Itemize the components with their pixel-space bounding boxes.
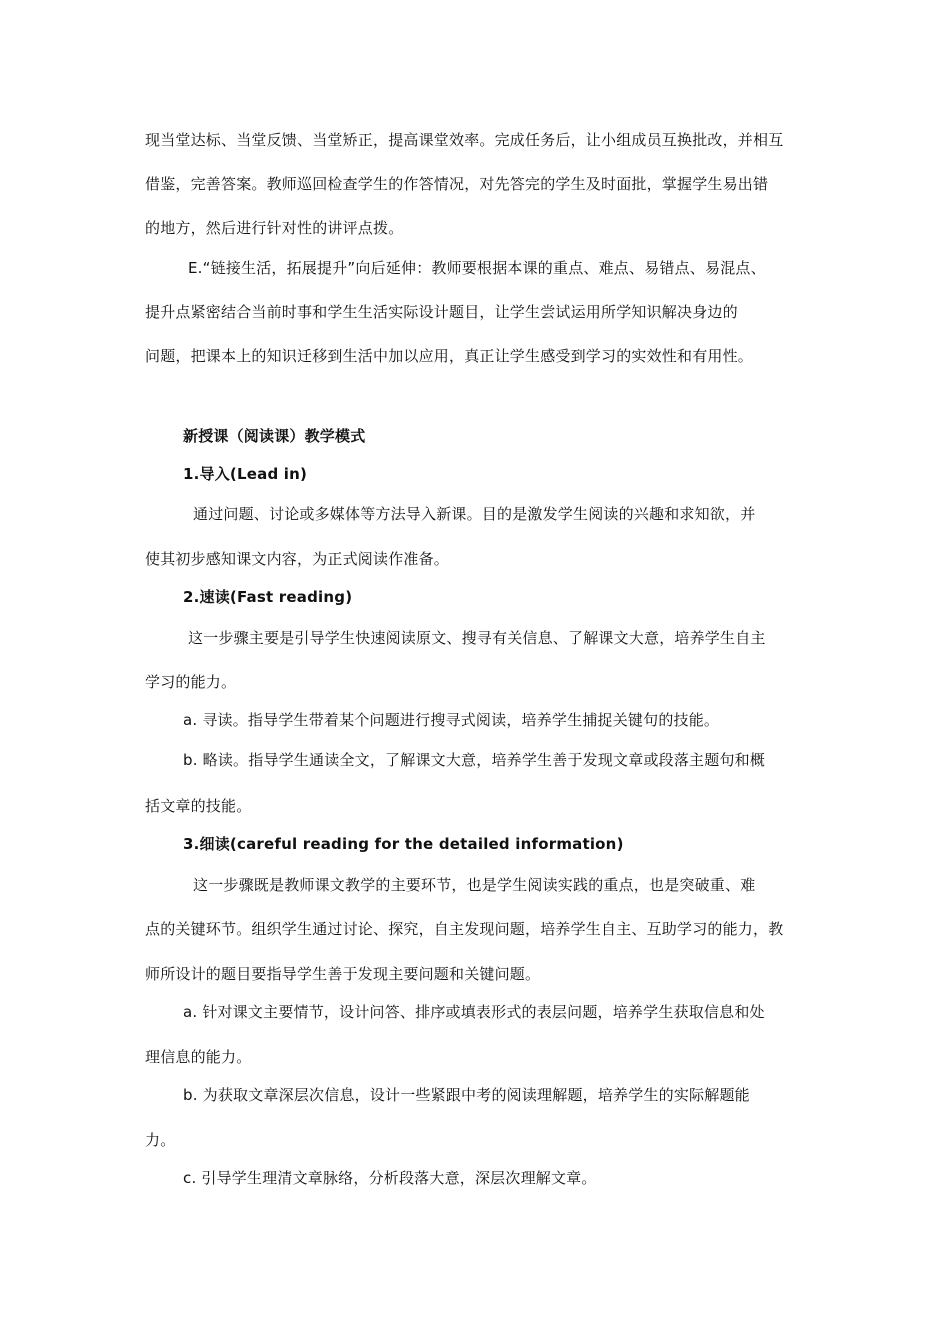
paragraph-line: 使其初步感知课文内容，为正式阅读作准备。 (145, 550, 450, 568)
paragraph-line: 现当堂达标、当堂反馈、当堂矫正，提高课堂效率。完成任务后，让小组成员互换批改，并相互 (145, 131, 784, 149)
list-item: a. 寻读。指导学生带着某个问题进行搜寻式阅读，培养学生捕捉关键句的技能。 (183, 711, 720, 729)
list-item: a. 针对课文主要情节，设计问答、排序或填表形式的表层问题，培养学生获取信息和处 (183, 1003, 765, 1021)
paragraph-line: 借鉴，完善答案。教师巡回检查学生的作答情况，对先答完的学生及时面批，掌握学生易出错 (145, 175, 769, 193)
paragraph-line: E.“链接生活，拓展提升”向后延伸：教师要根据本课的重点、难点、易错点、易混点、 (188, 259, 766, 277)
list-item: b. 略读。指导学生通读全文，了解课文大意，培养学生善于发现文章或段落主题句和概 (183, 751, 766, 769)
paragraph-line: 力。 (145, 1131, 176, 1149)
section-title: 新授课（阅读课）教学模式 (183, 427, 366, 445)
paragraph-line: 通过问题、讨论或多媒体等方法导入新课。目的是激发学生阅读的兴趣和求知欲，并 (193, 505, 756, 523)
paragraph-line: 括文章的技能。 (145, 797, 252, 815)
paragraph-line: 这一步骤主要是引导学生快速阅读原文、搜寻有关信息、了解课文大意，培养学生自主 (188, 629, 766, 647)
paragraph-line: 问题，把课本上的知识迁移到生活中加以应用，真正让学生感受到学习的实效性和有用性。 (145, 347, 754, 365)
paragraph-line: 学习的能力。 (145, 673, 237, 691)
paragraph-line: 点的关键环节。组织学生通过讨论、探究，自主发现问题，培养学生自主、互助学习的能力，教 (145, 920, 784, 938)
paragraph-line: 理信息的能力。 (145, 1048, 252, 1066)
section-heading: 3.细读(careful reading for the detailed information) (183, 835, 624, 853)
list-item: b. 为获取文章深层次信息，设计一些紧跟中考的阅读理解题，培养学生的实际解题能 (183, 1086, 750, 1104)
section-heading: 2.速读(Fast reading) (183, 588, 353, 606)
paragraph-line: 的地方，然后进行针对性的讲评点拨。 (145, 219, 404, 237)
paragraph-line: 这一步骤既是教师课文教学的主要环节，也是学生阅读实践的重点，也是突破重、难 (193, 876, 756, 894)
paragraph-line: 提升点紧密结合当前时事和学生生活实际设计题目，让学生尝试运用所学知识解决身边的 (145, 303, 738, 321)
paragraph-line: 师所设计的题目要指导学生善于发现主要问题和关键问题。 (145, 965, 541, 983)
section-heading: 1.导入(Lead in) (183, 465, 308, 483)
list-item: c. 引导学生理清文章脉络，分析段落大意，深层次理解文章。 (183, 1169, 597, 1187)
